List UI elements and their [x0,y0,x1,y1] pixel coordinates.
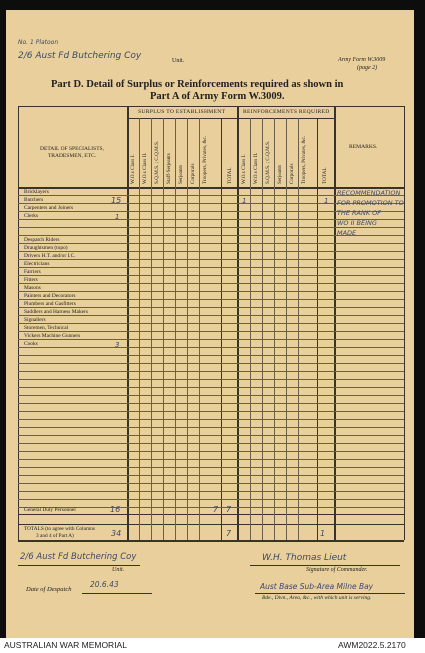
row-label-despatch-riders: Despatch Riders [24,237,60,243]
surplus-col-total: TOTAL [227,167,233,184]
caption-right: AWM2022.5.2170 [338,640,406,650]
row-label-drivers: Drivers H.T. and/or I.C. [24,253,76,259]
row-label-painters: Painters and Decorators [24,293,76,299]
row-label-carpenters: Carpenters and Joiners [24,205,74,211]
row-label-fitters: Fitters [24,277,38,283]
row-label-draughtsmen: Draughtsmen (topo) [24,245,68,251]
row-label-storemen: Storemen, Technical [24,325,69,331]
remarks-header: REMARKS. [349,144,378,150]
totals-value: 34 [111,529,122,538]
footer-unit-handwritten: 2/6 Aust Fd Butchering Coy [20,552,137,562]
signature-label: Signature of Commander. [306,567,368,573]
unit-handwritten: 2/6 Aust Fd Butchering Coy [18,51,142,61]
reinf-col-corporals: Corporals [289,163,295,184]
remarks-line-3: THE RANK OF [337,209,382,217]
butchers-surplus-total: 15 [111,196,122,205]
surplus-col-serjeants: Serjeants [178,164,184,184]
signature-handwritten: W.H. Thomas Lieut [262,553,347,563]
row-label-saddlers: Saddlers and Harness Makers [24,309,88,315]
reinf-col-wo1: W.O.s Class I. [241,154,247,184]
totals-surplus-total: 7 [226,529,232,538]
reinf-col-sqms: S.Q.M.S. ; C.Q.M.S. [265,140,271,184]
row-label-masons: Masons [24,285,41,291]
row-label-cooks: Cooks [24,341,38,347]
unit-label: Unit. [172,58,185,64]
surplus-header: SURPLUS TO ESTABLISHMENT [138,109,226,115]
unit-prefix-handwritten: No. 1 Platoon [18,39,59,46]
formation-label: Bde., Divn., Area, &c., with which unit is serving. [262,595,372,601]
caption-left: AUSTRALIAN WAR MEMORIAL [4,640,127,650]
remarks-line-5: MADE [337,229,357,237]
reinf-col-total: TOTAL [322,167,328,184]
totals-label-line2: 3 and 4 of Part A) [36,533,74,539]
remarks-line-4: WO II BEING [337,219,377,227]
row-label-butchers: Butchers [24,197,44,203]
butchers-reinf-wo1: 1 [242,197,247,205]
form-title-line1: Part D. Detail of Surplus or Reinforcements required as shown in [51,79,344,90]
reinforcements-header: REINFORCEMENTS REQUIRED [243,109,330,115]
footer-unit-label: Unit. [112,567,125,573]
row-label-bricklayers: Bricklayers [24,189,49,195]
form-page [6,10,414,638]
cooks-total: 3 [115,341,120,349]
page-reference: (page 2) [357,65,378,71]
reinf-col-wo2: W.O.s Class II. [253,152,259,184]
row-label-farriers: Farriers [24,269,41,275]
surplus-col-wo1: W.O.s Class I. [130,154,136,184]
reinf-col-serjeants: Serjeants [277,164,283,184]
row-label-plumbers: Plumbers and Gasfitters [24,301,76,307]
date-value: 20.6.43 [90,580,119,589]
formation-handwritten: Aust Base Sub-Area Milne Bay [260,582,374,591]
surplus-col-sqms: S.Q.M.S. ; C.Q.M.S. [154,140,160,184]
remarks-line-2: FOR PROMOTION TO [337,199,404,207]
surplus-col-corporals: Corporals [190,163,196,184]
form-title-line2: Part A of Army Form W.3009. [150,91,285,102]
butchers-reinf-total: 1 [324,197,329,205]
remarks-line-1: RECOMMENDATION [337,189,401,197]
totals-label-line1: TOTALS (to agree with Columns [24,526,95,532]
form-reference: Army Form W.3009 [338,57,386,63]
row-label-vickers: Vickers Machine Gunners [24,333,81,339]
detail-header: DETAIL OF SPECIALISTS, TRADESMEN, ETC. [40,146,104,159]
general-duty-privates: 7 [213,505,219,514]
surplus-col-wo2: W.O.s Class II. [142,152,148,184]
surplus-col-troopers: Troopers, Privates, &c. [202,135,208,184]
reinf-col-troopers: Troopers, Privates, &c. [301,135,307,184]
row-label-signallers: Signallers [24,317,46,323]
general-duty-total: 16 [110,505,121,514]
clerks-total: 1 [115,213,120,221]
surplus-col-staff-serjeants: Staff-Serjeants [166,153,172,184]
row-label-clerks: Clerks [24,213,39,219]
general-duty-surplus-total: 7 [226,505,232,514]
caption-bar [0,638,425,653]
general-duty-label: General Duty Personnel [24,507,76,513]
totals-reinf-total: 1 [320,529,326,538]
row-label-electricians: Electricians [24,261,50,267]
date-label: Date of Despatch [26,586,72,593]
